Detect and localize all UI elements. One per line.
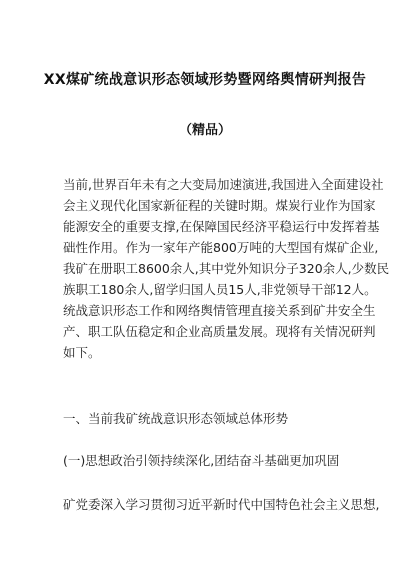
intro-paragraph [63,174,390,363]
paragraph-line: 础性作用。作为一家年产能800万吨的大型国有煤矿企业, [63,240,379,255]
paragraph-line: 会主义现代化国家新征程的关键时期。煤炭行业作为国家 [63,198,376,213]
paragraph-line: 矿党委深入学习贯彻习近平新时代中国特色社会主义思想, [63,497,380,512]
paragraph-line: 我矿在册职工8600余人,其中党外知识分子320余人,少数民 [63,261,390,276]
document-title: XX煤矿统战意识形态领域形势暨网络舆情研判报告 [43,72,367,88]
paragraph-line: 当前,世界百年未有之大变局加速演进,我国进入全面建设社 [63,177,384,192]
paragraph-line: 族职工180余人,留学归国人员15人,非党领导干部12人。 [63,282,377,297]
section-heading: 一、当前我矿统战意识形态领域总体形势 [63,411,289,426]
paragraph-line: 统战意识形态工作和网络舆情管理直接关系到矿井安全生 [63,303,376,318]
subsection-heading: (一)思想政治引领持续深化,团结奋斗基础更加巩固 [63,453,340,468]
body-paragraph [63,494,380,515]
paragraph-line: 产、职工队伍稳定和企业高质量发展。现将有关情况研判 [63,324,376,339]
document-subtitle: （精品） [178,123,231,138]
paragraph-line: 能源安全的重要支撑,在保障国民经济平稳运行中发挥着基 [63,219,380,234]
paragraph-line: 如下。 [63,345,101,360]
